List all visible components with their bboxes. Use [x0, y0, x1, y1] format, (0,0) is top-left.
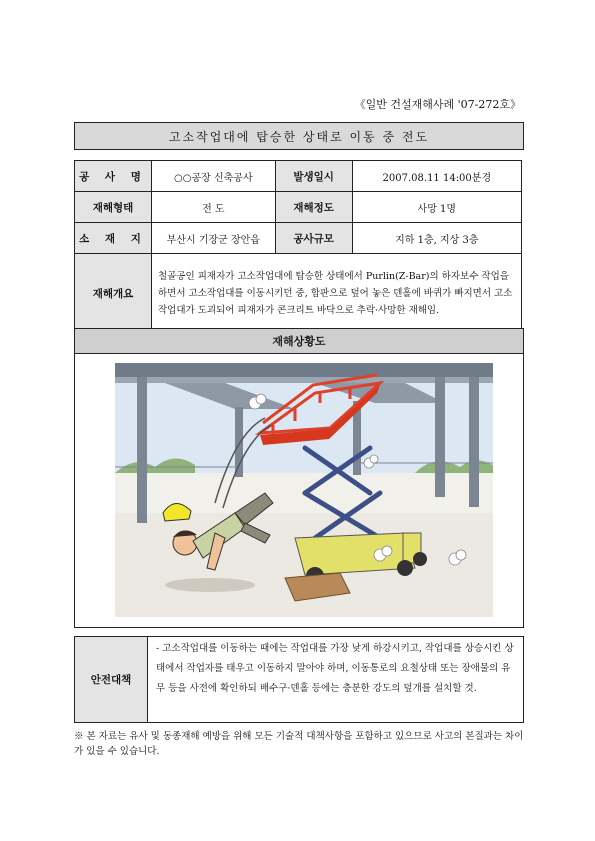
- degree-label: 재해정도: [275, 192, 352, 223]
- location-label: 소 재 지: [75, 223, 152, 254]
- type-label: 재해형태: [75, 192, 152, 223]
- scale-label: 공사규모: [275, 223, 352, 254]
- document-title: 고소작업대에 탑승한 상태로 이동 중 전도: [74, 122, 524, 150]
- summary-label: 재해개요: [75, 254, 152, 333]
- accident-info-table: [74, 160, 522, 333]
- situation-heading: 재해상황도: [74, 328, 524, 354]
- summary-text: 철골공인 피재자가 고소작업대에 탑승한 상태에서 Purlin(Z-Bar)의 하자보수 작업을 하면서 고소작업대를 이동시키던 중, 합판으로 덮어 놓은 덴홀에 바퀴가 빠지면서 고소작업대가 도괴되어 피재자가 콘크리트 바닥으로 추락·사망한 재해임.: [152, 254, 522, 333]
- project-value: ○○공장 신축공사: [152, 161, 276, 192]
- disclaimer-note: ※ 본 자료는 유사 및 동종재해 예방을 위해 모든 기술적 대책사항을 포함하고 있으므로 사고의 본질과는 차이가 있을 수 있습니다.: [74, 731, 524, 757]
- safety-text: - 고소작업대를 이동하는 때에는 작업대를 가장 낮게 하강시키고, 작업대를 상승시킨 상태에서 작업자를 태우고 이동하지 말아야 하며, 이동통로의 요철상태 또는 장애물의 유무 등을 사전에 확인하되 배수구·덴홀 등에는 충분한 강도의 덮개를 설치할 것.: [156, 643, 514, 694]
- accident-illustration: [115, 363, 493, 617]
- accident-illustration-box: [74, 353, 524, 628]
- safety-measures: [74, 636, 524, 723]
- location-value: 부산시 기장군 장안읍: [152, 223, 276, 254]
- date-value: 2007.08.11 14:00분경: [352, 161, 521, 192]
- date-label: 발생일시: [275, 161, 352, 192]
- project-label: 공 사 명: [75, 161, 152, 192]
- degree-value: 사망 1명: [352, 192, 521, 223]
- type-value: 전 도: [152, 192, 276, 223]
- safety-label: 안전대책: [75, 637, 148, 722]
- series-number: 《일반 건설재해사례 '07-272호》: [354, 98, 521, 111]
- scale-value: 지하 1층, 지상 3층: [352, 223, 521, 254]
